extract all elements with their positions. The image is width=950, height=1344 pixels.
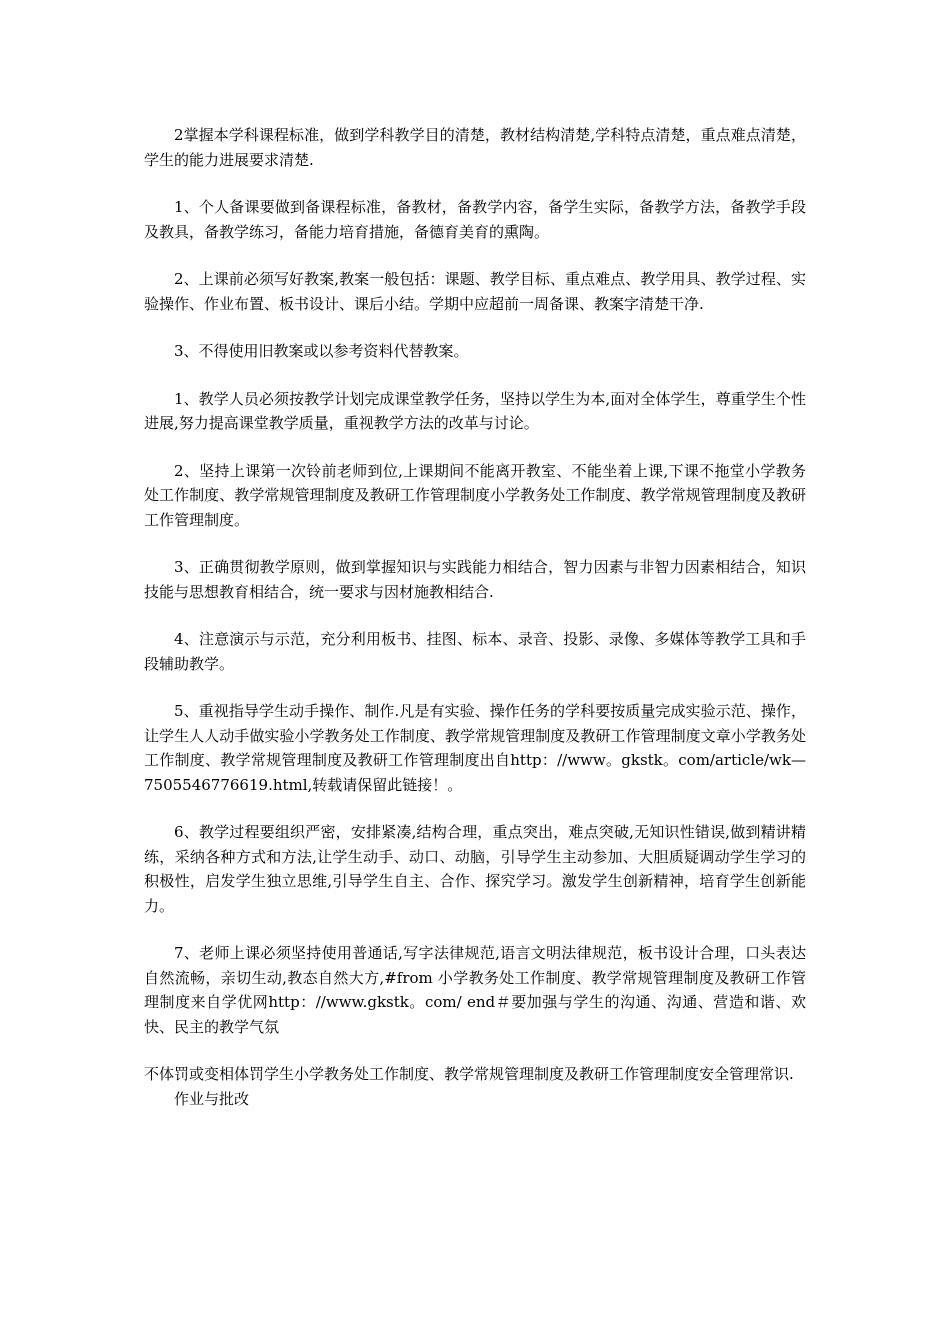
paragraph-10: 6、教学过程要组织严密，安排紧凑,结构合理，重点突出，难点突破,无知识性错误,做到精讲精练，采纳各种方式和方法,让学生动手、动口、动脑，引导学生主动参加、大胆质疑调动学生学习的积极性，启发学生独立思维,引导学生自主、合作、探究学习。激发学生创新精神，培育学生创新能力。 xyxy=(144,823,806,915)
paragraph-7: 3、正确贯彻教学原则，做到掌握知识与实践能力相结合，智力因素与非智力因素相结合，知识技能与思想教育相结合，统一要求与因材施教相结合. xyxy=(144,558,806,601)
paragraph-6: 2、坚持上课第一次铃前老师到位,上课期间不能离开教室、不能坐着上课,下课不拖堂小学教务处工作制度、教学常规管理制度及教研工作管理制度小学教务处工作制度、教学常规管理制度及教研工作管理制度。 xyxy=(144,461,806,529)
paragraph-2: 1、个人备课要做到备课程标准，备教材，备教学内容，备学生实际，备教学方法，备教学手段及教具，备教学练习，备能力培育措施，备德育美育的熏陶。 xyxy=(144,198,806,241)
paragraph-4: 3、不得使用旧教案或以参考资料代替教案。 xyxy=(174,342,469,360)
paragraph-11: 7、老师上课必须坚持使用普通话,写字法律规范,语言文明法律规范，板书设计合理，口头表达自然流畅，亲切生动,教态自然大方,#from 小学教务处工作制度、教学常规管理制度及教研工作管理制度来自学优网http：//www.gkstk。com/ end＃要加强与学生的沟通、沟通、营造和谐、欢快、民主的教学气氛 xyxy=(144,944,806,1036)
paragraph-3: 2、上课前必须写好教案,教案一般包括：课题、教学目标、重点难点、教学用具、教学过程、实验操作、作业布置、板书设计、课后小结。学期中应超前一周备课、教案字清楚干净. xyxy=(144,270,806,313)
paragraph-9: 5、重视指导学生动手操作、制作.凡是有实验、操作任务的学科要按质量完成实验示范、操作，让学生人人动手做实验小学教务处工作制度、教学常规管理制度及教研工作管理制度文章小学教务处工作制度、教学常规管理制度及教研工作管理制度出自http：//www。gkstk。com/article/wk—7505546776619.html,转载请保留此链接！。 xyxy=(144,702,806,794)
closing-paragraph: 不体罚或变相体罚学生小学教务处工作制度、教学常规管理制度及教研工作管理制度安全管理常识. xyxy=(144,1065,794,1083)
paragraph-1: 2掌握本学科课程标准，做到学科教学目的清楚，教材结构清楚,学科特点清楚，重点难点清楚，学生的能力进展要求清楚. xyxy=(144,126,806,169)
section-heading: 作业与批改 xyxy=(174,1089,250,1108)
paragraph-8: 4、注意演示与示范，充分利用板书、挂图、标本、录音、投影、录像、多媒体等教学工具和手段辅助教学。 xyxy=(144,630,806,673)
paragraph-5: 1、教学人员必须按教学计划完成课堂教学任务，坚持以学生为本,面对全体学生，尊重学生个性进展,努力提高课堂教学质量，重视教学方法的改革与讨论。 xyxy=(144,389,806,432)
document-page xyxy=(144,123,806,1111)
